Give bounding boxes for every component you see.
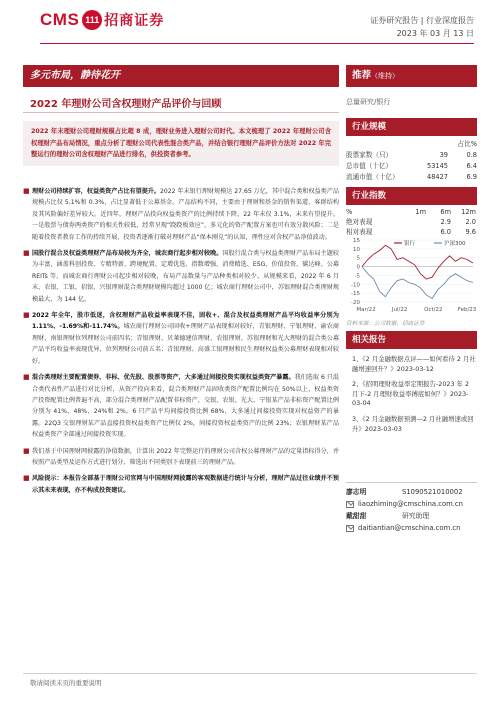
x-tick-label: Jul/22 <box>391 307 408 313</box>
chart-svg <box>346 236 477 316</box>
main-body <box>23 186 339 501</box>
paragraph-text: 我们选取 6 只混合类代表性产品进行对比分析，从资产投向来看，混合类理财产品固收类资产配置比例均在 50%以上，权益类资产投资配置比例普遍不高，部分混合类理财产品配置非标资产，交银、农银、光大、宁银某产品非标资产配置比例分别为 41%、48%、24%和 2%。6 只产品平均间接投资比例 68%，大多通过间接投资实现对权益资产的暴露。22Q3 交银理财某产品直接投资权益类资产比例仅 2%，间接投资权益类资产的比例 23%；农银理财某产品权益类资产全部通过间接投资实现。 <box>32 374 339 439</box>
paragraph-text: 国股行混合类与权益类理财产品布局主题较为丰富，涵盖科创投资、专精特新、跨境配置、定增优选、指数增强、消费精选、ESG、价值投资、碳达峰、公募REITs 等，而城农商行理财公司起步相对较晚，布局产品数量与产品种类相对较少。从规模来看，2022 年 6 月末，农银、工银、招银、兴银理财混合类理财规模均超过 1000 亿；城农商行理财公司中，苏银理财混合类理财规模最大，为 144 亿。 <box>32 250 340 303</box>
industry-scale-table <box>346 139 477 183</box>
paragraph-lead: 2022 年全年，股市低迷，含权理财产品收益率表现不佳，固收+、混合及权益类理财产品平均收益率分别为 1.11%、-1.69%和-11.74%。 <box>32 312 339 331</box>
bullet-icon: ■ <box>23 373 30 382</box>
bullet-icon: ■ <box>23 311 30 320</box>
legend-label: 银行 <box>404 241 416 247</box>
paragraph-lead: 理财公司持续扩容，权益类资产占比有望提升。 <box>32 188 161 195</box>
y-tick-label: -15 <box>351 291 360 298</box>
table-row <box>346 150 477 161</box>
header-divider <box>40 43 474 44</box>
bullet-icon: ■ <box>23 187 30 195</box>
footer-note: 敬请阅读末页的重要说明 <box>30 679 102 687</box>
y-tick-label: 5 <box>356 255 360 262</box>
table-row <box>346 207 477 217</box>
mail-icon <box>346 501 354 508</box>
rating-banner <box>346 65 477 87</box>
y-tick-label: -20 <box>351 300 360 306</box>
row-value: 9.6 <box>465 228 476 236</box>
row-pct: 6.4 <box>466 162 477 170</box>
chart-source: 资料来源：公司数据、招商证券 <box>346 321 425 327</box>
rating-title: 推荐 <box>352 70 372 81</box>
related-report-link[interactable]: 1、《2 月金融数据点评——如何看待 2 月社融增速回升？》2023-03-12 <box>352 355 476 373</box>
paragraph-text: 城农商行理财公司固收+理财产品表现相对较好，青银理财、宁银理财、渝农商理财、南银理财位列理财公司前四名；青银理财、贝莱德建信理财、农银理财、苏银理财和光大理财的混合类公募产品平均收益率表现优异，位列理财公司前五名；青银理财、高盛工银理财和民生理财权益类公募理财表现相对较好。 <box>32 323 339 365</box>
report-date: 2023 年 03 月 13 日 <box>396 29 474 38</box>
y-tick-label: -5 <box>354 273 360 280</box>
row-pct: 0.8 <box>466 151 477 159</box>
industry-scale-header: 行业规模 <box>346 118 477 136</box>
footer-divider <box>23 673 477 674</box>
row-label: 股票家数（只） <box>346 151 393 159</box>
analyst-email[interactable]: liaozhiming@cmschina.com.cn <box>358 500 463 508</box>
x-tick-label: Feb/23 <box>457 307 477 313</box>
y-tick-label: 15 <box>353 238 360 244</box>
table-row <box>346 161 477 172</box>
column-header: % <box>346 208 353 216</box>
x-tick-label: Oct/22 <box>424 307 443 313</box>
paragraph <box>23 186 339 243</box>
series-line-1 <box>362 267 473 299</box>
row-label: 总市值（十亿） <box>346 162 393 170</box>
column-header: 占比% <box>457 140 477 148</box>
paragraph-text: 我们基于中国理财网披露的净值数据，计算出 2022 年完整运行的理财公司含权公募理财产品的定量指标得分，并按照产品类型及运作方式进行划分，筛选出不同类别下表现前三的理财产品。 <box>32 447 339 466</box>
paragraph-lead: 风险提示：本报告全部基于理财公司官网与中国理财网披露的客观数据进行统计与分析，理财产品过往业绩并不预示其未来表现，亦不构成投资建议。 <box>32 475 339 494</box>
logo-text: CMS <box>40 10 80 29</box>
row-value: 53145 <box>427 162 448 170</box>
row-value: 2.0 <box>465 218 476 226</box>
analyst-email-row <box>346 498 477 510</box>
table-row <box>346 217 477 227</box>
column-header: 6m <box>440 208 451 216</box>
logo-chinese-name: 招商证券 <box>104 13 165 29</box>
logo-badge: 111 <box>82 10 102 30</box>
analyst-block <box>346 486 477 534</box>
industry-index-table <box>346 207 477 237</box>
analyst-row <box>346 510 477 522</box>
paragraph-text: 2022 年末银行理财规模达 27.65 万亿，其中混合类和权益类产品规模占比仅 5.1%和 0.3%，占比显著低于公募基金。产品结构不同，主要由于理财和基金的销售渠道、客群结构及其风险偏好差异较大。近四年，理财产品投向权益类资产的比例持续下降，22 年末仅 3.1%，未来有望提升。一是股票与债券两类资产的相关性较低，经常呈现“跷跷板效应”，多元化的资产配置方案也可有效分散风险；二是随着投资者教育工作的持续开展，投资者逐渐打破对理财产品“保本刚兑”的认知，理性应对含权产品净值波动。 <box>32 188 340 241</box>
analyst-row <box>346 486 477 498</box>
paragraph <box>23 446 339 469</box>
x-tick-label: Mar/22 <box>356 307 376 313</box>
paragraph <box>23 473 339 496</box>
analyst-email[interactable]: daitiantian@cmschina.com.cn <box>358 524 461 532</box>
related-reports-list <box>346 355 477 440</box>
paragraph-lead: 混合类理财主要配置债券、非标、优先股、股票等资产，大多通过间接投资实现权益类资产暴露。 <box>32 374 295 382</box>
row-pct: 6.9 <box>466 173 477 181</box>
y-tick-label: 10 <box>353 246 360 253</box>
bullet-icon: ■ <box>23 474 30 483</box>
analyst-name: 戴甜甜 <box>346 512 367 520</box>
row-label: 绝对表现 <box>346 218 373 226</box>
row-value: 6.0 <box>440 228 451 236</box>
analyst-role: 研究助理 <box>402 512 430 520</box>
table-row <box>346 172 477 183</box>
bullet-icon: ■ <box>23 249 30 258</box>
analyst-email-row <box>346 522 477 534</box>
index-performance-chart <box>346 236 477 316</box>
paragraph <box>23 372 339 440</box>
table-row <box>346 139 477 150</box>
company-logo <box>40 10 164 30</box>
analyst-team: 总量研究/银行 <box>346 98 391 106</box>
row-label: 流通市值（十亿） <box>346 173 399 181</box>
y-tick-label: 0 <box>356 264 360 271</box>
paragraph-lead: 国股行混合及权益类理财产品布局较为齐全，城农商行起步相对较晚。 <box>32 250 223 258</box>
rating-subtitle: （维持） <box>371 72 400 80</box>
row-value: 48427 <box>427 173 448 181</box>
related-report-link[interactable]: 2、《招明理财收益率定期报告-2023 年 2 月下-2 月理财收益率搏底如何？》2023-03-04 <box>352 380 470 408</box>
related-report-link[interactable]: 3、《2 月金融数据预测—2 月社融增速或回升》2023-03-03 <box>352 414 474 433</box>
legend-label: 沪深300 <box>444 241 466 247</box>
mail-icon <box>346 525 354 532</box>
headline-banner: 多元布局，静待花开 <box>23 65 339 87</box>
analyst-divider <box>346 482 477 483</box>
y-tick-label: -10 <box>351 282 360 289</box>
column-header: 1m <box>415 208 426 216</box>
row-value: 39 <box>439 151 448 159</box>
related-reports-header: 相关报告 <box>346 331 477 349</box>
row-label: 相对表现 <box>346 228 373 236</box>
title-divider <box>23 112 339 113</box>
report-type: 证券研究报告 | 行业深度报告 <box>370 16 474 25</box>
paragraph <box>23 310 339 367</box>
abstract-box: 2022 年末理财公司理财规模占比超 8 成，理财业务进入理财公司时代。本文梳理了 2022 年理财公司含权理财产品布局情况，重点分析了理财公司代表性混合类产品，并结合银行理财产品评价方法对 2022 年完整运行的理财公司含权理财产品进行排名，供投资者参考。 <box>23 121 339 166</box>
row-value: 2.9 <box>440 218 451 226</box>
paragraph <box>23 248 339 305</box>
report-meta <box>370 14 474 40</box>
industry-index-header: 行业指数 <box>346 187 477 205</box>
analyst-license: S1090521010002 <box>402 488 463 496</box>
column-header: 12m <box>461 208 476 216</box>
analyst-name: 廖志明 <box>346 488 367 496</box>
document-title: 2022 年理财公司含权理财产品评价与回顾 <box>30 99 222 110</box>
bullet-icon: ■ <box>23 446 30 455</box>
